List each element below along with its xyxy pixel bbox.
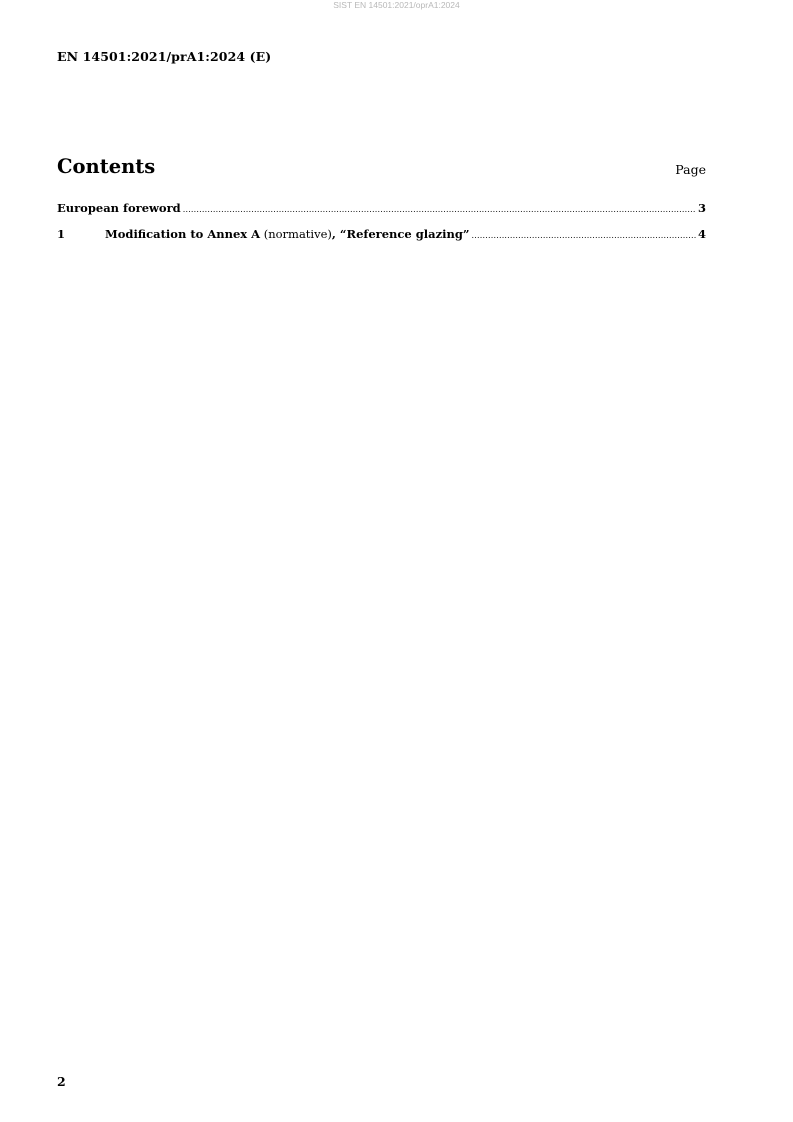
contents-heading: Contents: [57, 155, 156, 178]
toc-entry-european-foreword[interactable]: [57, 201, 706, 215]
table-of-contents: [57, 201, 706, 253]
toc-entry-title-normal: (normative): [260, 227, 332, 241]
toc-entry-title-bold: Modification to Annex A: [105, 227, 261, 241]
toc-entry-title-tail: , “Reference glazing”: [331, 227, 470, 241]
toc-dot-leader: [183, 203, 696, 217]
document-identifier: EN 14501:2021/prA1:2024 (E): [57, 49, 272, 64]
toc-entry-title: [105, 227, 470, 241]
toc-entry-annex-a[interactable]: [57, 227, 706, 241]
toc-entry-page: 3: [697, 201, 706, 215]
toc-entry-number: 1: [57, 227, 66, 241]
page-column-label: Page: [675, 162, 706, 177]
toc-entry-title: European foreword: [57, 201, 181, 215]
toc-entry-page: 4: [697, 227, 706, 241]
toc-dot-leader: [472, 229, 696, 243]
page-number: 2: [57, 1074, 66, 1089]
watermark-text: SIST EN 14501:2021/oprA1:2024: [333, 0, 460, 10]
